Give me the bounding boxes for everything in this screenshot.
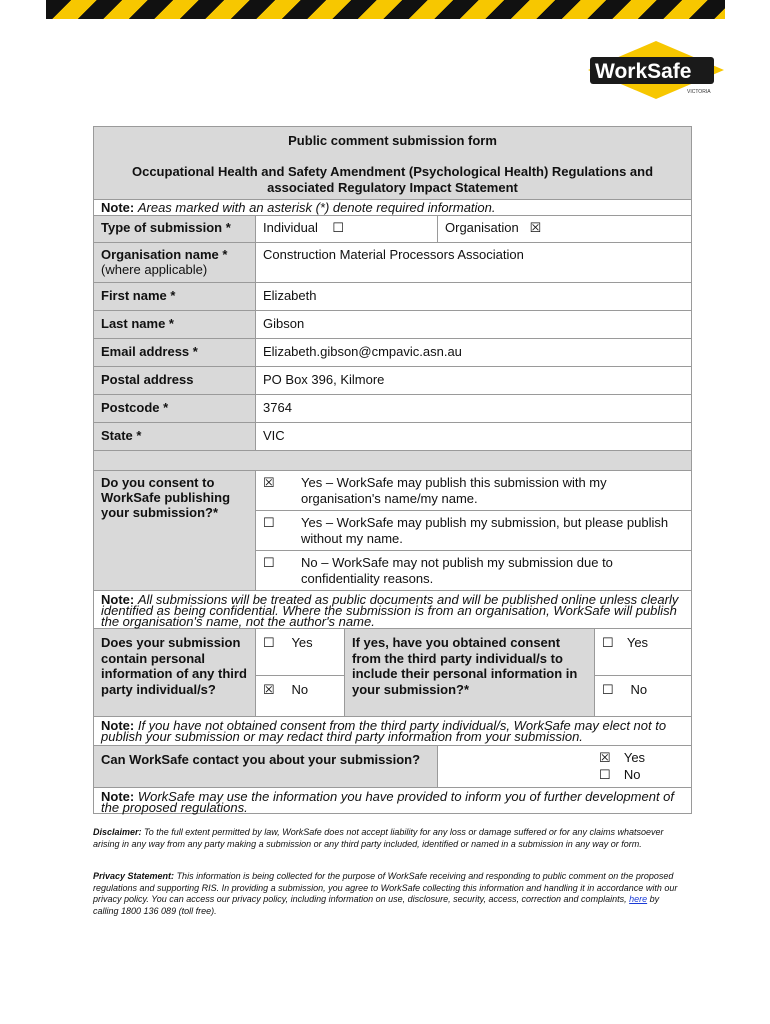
third-party-yes-label: Yes xyxy=(291,635,313,650)
consent-option-3-text: No – WorkSafe may not publish my submission due to confidentiality reasons. xyxy=(301,555,613,586)
disclaimer-block xyxy=(93,827,683,850)
contact-yes-checkbox[interactable]: ☒ xyxy=(599,750,611,765)
state-field[interactable]: VIC xyxy=(256,423,692,451)
contact-row xyxy=(94,746,692,788)
third-party-consent-label: If yes, have you obtained consent from the third party individual/s to include their personal information in your submission?* xyxy=(345,629,595,717)
consent-option-1-text: Yes – WorkSafe may publish this submission with my organisation's name/my name. xyxy=(301,475,607,506)
contact-no-checkbox[interactable]: ☐ xyxy=(599,767,611,782)
submission-type-row xyxy=(94,216,692,243)
third-party-row-1 xyxy=(94,629,692,676)
note-label: Note: xyxy=(101,200,135,215)
state-label: State * xyxy=(94,423,256,451)
logo-subtext: VICTORIA xyxy=(687,89,711,95)
org-name-hint: (where applicable) xyxy=(101,262,208,277)
last-name-label: Last name * xyxy=(94,311,256,339)
consent-option-3-checkbox[interactable]: ☐ xyxy=(263,555,275,570)
individual-checkbox[interactable]: ☐ xyxy=(332,220,345,235)
third-party-yes-checkbox[interactable]: ☐ xyxy=(263,635,275,650)
org-name-label: Organisation name * xyxy=(101,247,228,262)
third-party-consent-no-label: No xyxy=(630,682,648,697)
disclaimer-label: Disclaimer: xyxy=(93,827,142,837)
note-required-text: Areas marked with an asterisk (*) denote required information. xyxy=(137,200,496,215)
third-party-consent-yes-label: Yes xyxy=(626,635,649,650)
logo-text: WorkSafe xyxy=(595,60,692,83)
note-contact-text: WorkSafe may use the information you have provided to inform you of further development of the proposed regulations. xyxy=(101,789,675,815)
email-label: Email address * xyxy=(94,339,256,367)
email-field[interactable]: Elizabeth.gibson@cmpavic.asn.au xyxy=(256,339,692,367)
consent-option-2-text: Yes – WorkSafe may publish my submission, but please publish without my name. xyxy=(301,515,669,546)
last-name-row xyxy=(94,311,692,339)
privacy-policy-link[interactable]: here xyxy=(629,894,648,904)
first-name-row xyxy=(94,283,692,311)
state-row xyxy=(94,423,692,451)
note-label: Note: xyxy=(101,592,135,607)
privacy-label: Privacy Statement: xyxy=(93,871,175,881)
consent-row-1 xyxy=(94,471,692,511)
consent-option-2-checkbox[interactable]: ☐ xyxy=(263,515,275,530)
disclaimer-text: To the full extent permitted by law, WorkSafe does not accept liability for any loss or damage suffered or for any claims whatsoever arising in any way from any party making a submission or any third party included, identified or named in a submission in any way or form. xyxy=(93,827,664,849)
postal-field[interactable]: PO Box 396, Kilmore xyxy=(256,367,692,395)
org-name-field[interactable]: Construction Material Processors Association xyxy=(256,243,692,283)
email-row xyxy=(94,339,692,367)
third-party-no-label: No xyxy=(291,682,309,697)
privacy-block xyxy=(93,871,683,917)
third-party-consent-no-checkbox[interactable]: ☐ xyxy=(602,682,614,697)
postcode-field[interactable]: 3764 xyxy=(256,395,692,423)
note-contact-row xyxy=(94,788,692,814)
last-name-field[interactable]: Gibson xyxy=(256,311,692,339)
section-divider xyxy=(94,451,692,471)
postal-label: Postal address xyxy=(94,367,256,395)
third-party-label: Does your submission contain personal information of any third party individual/s? xyxy=(94,629,256,717)
contact-label: Can WorkSafe contact you about your submission? xyxy=(94,746,438,788)
consent-label: Do you consent to WorkSafe publishing your submission?* xyxy=(94,471,256,591)
contact-no-label: No xyxy=(623,767,641,782)
postal-row xyxy=(94,367,692,395)
note-third-text: If you have not obtained consent from the third party individual/s, WorkSafe may elect not to publish your submission or may redact third party information from your submission. xyxy=(101,718,667,744)
first-name-label: First name * xyxy=(94,283,256,311)
third-party-no-checkbox[interactable]: ☒ xyxy=(263,682,275,697)
postcode-label: Postcode * xyxy=(94,395,256,423)
note-label: Note: xyxy=(101,718,135,733)
first-name-field[interactable]: Elizabeth xyxy=(256,283,692,311)
note-required-row xyxy=(94,200,692,216)
postcode-row xyxy=(94,395,692,423)
worksafe-logo xyxy=(587,40,725,100)
organisation-option-label: Organisation xyxy=(445,220,519,235)
contact-yes-label: Yes xyxy=(623,750,646,765)
form-header-row xyxy=(94,127,692,200)
note-public-row xyxy=(94,591,692,629)
note-label: Note: xyxy=(101,789,135,804)
spacer-row xyxy=(94,451,692,471)
individual-option-label: Individual xyxy=(263,220,318,235)
org-name-row xyxy=(94,243,692,283)
third-party-consent-yes-checkbox[interactable]: ☐ xyxy=(602,635,614,650)
submission-form-table xyxy=(93,126,692,814)
privacy-tail: by calling 1800 136 089 (toll free). xyxy=(93,894,660,916)
privacy-text: This information is being collected for the purpose of WorkSafe receiving and responding to public comment on the proposed regulations and supporting RIS. In providing a submission, you agree to WorkSafe collecting this information and handling it in accordance with our privacy policy. You can access our privacy policy, including information on use, disclosure, security, access, correction and complaints, xyxy=(93,871,678,904)
note-public-text: All submissions will be treated as public documents and will be published online unless clearly identified as being confidential. Where the submission is from an organisation, WorkSafe will publish the organisation's name, not the author's name. xyxy=(101,592,679,629)
submission-type-label: Type of submission * xyxy=(94,216,256,243)
consent-option-1-checkbox[interactable]: ☒ xyxy=(263,475,275,490)
form-subtitle: Occupational Health and Safety Amendment (Psychological Health) Regulations and associated Regulatory Impact Statement xyxy=(131,164,654,195)
note-third-row xyxy=(94,717,692,746)
organisation-checkbox[interactable]: ☒ xyxy=(529,220,542,235)
hazard-stripe-banner xyxy=(46,0,725,19)
form-title: Public comment submission form xyxy=(288,133,497,148)
